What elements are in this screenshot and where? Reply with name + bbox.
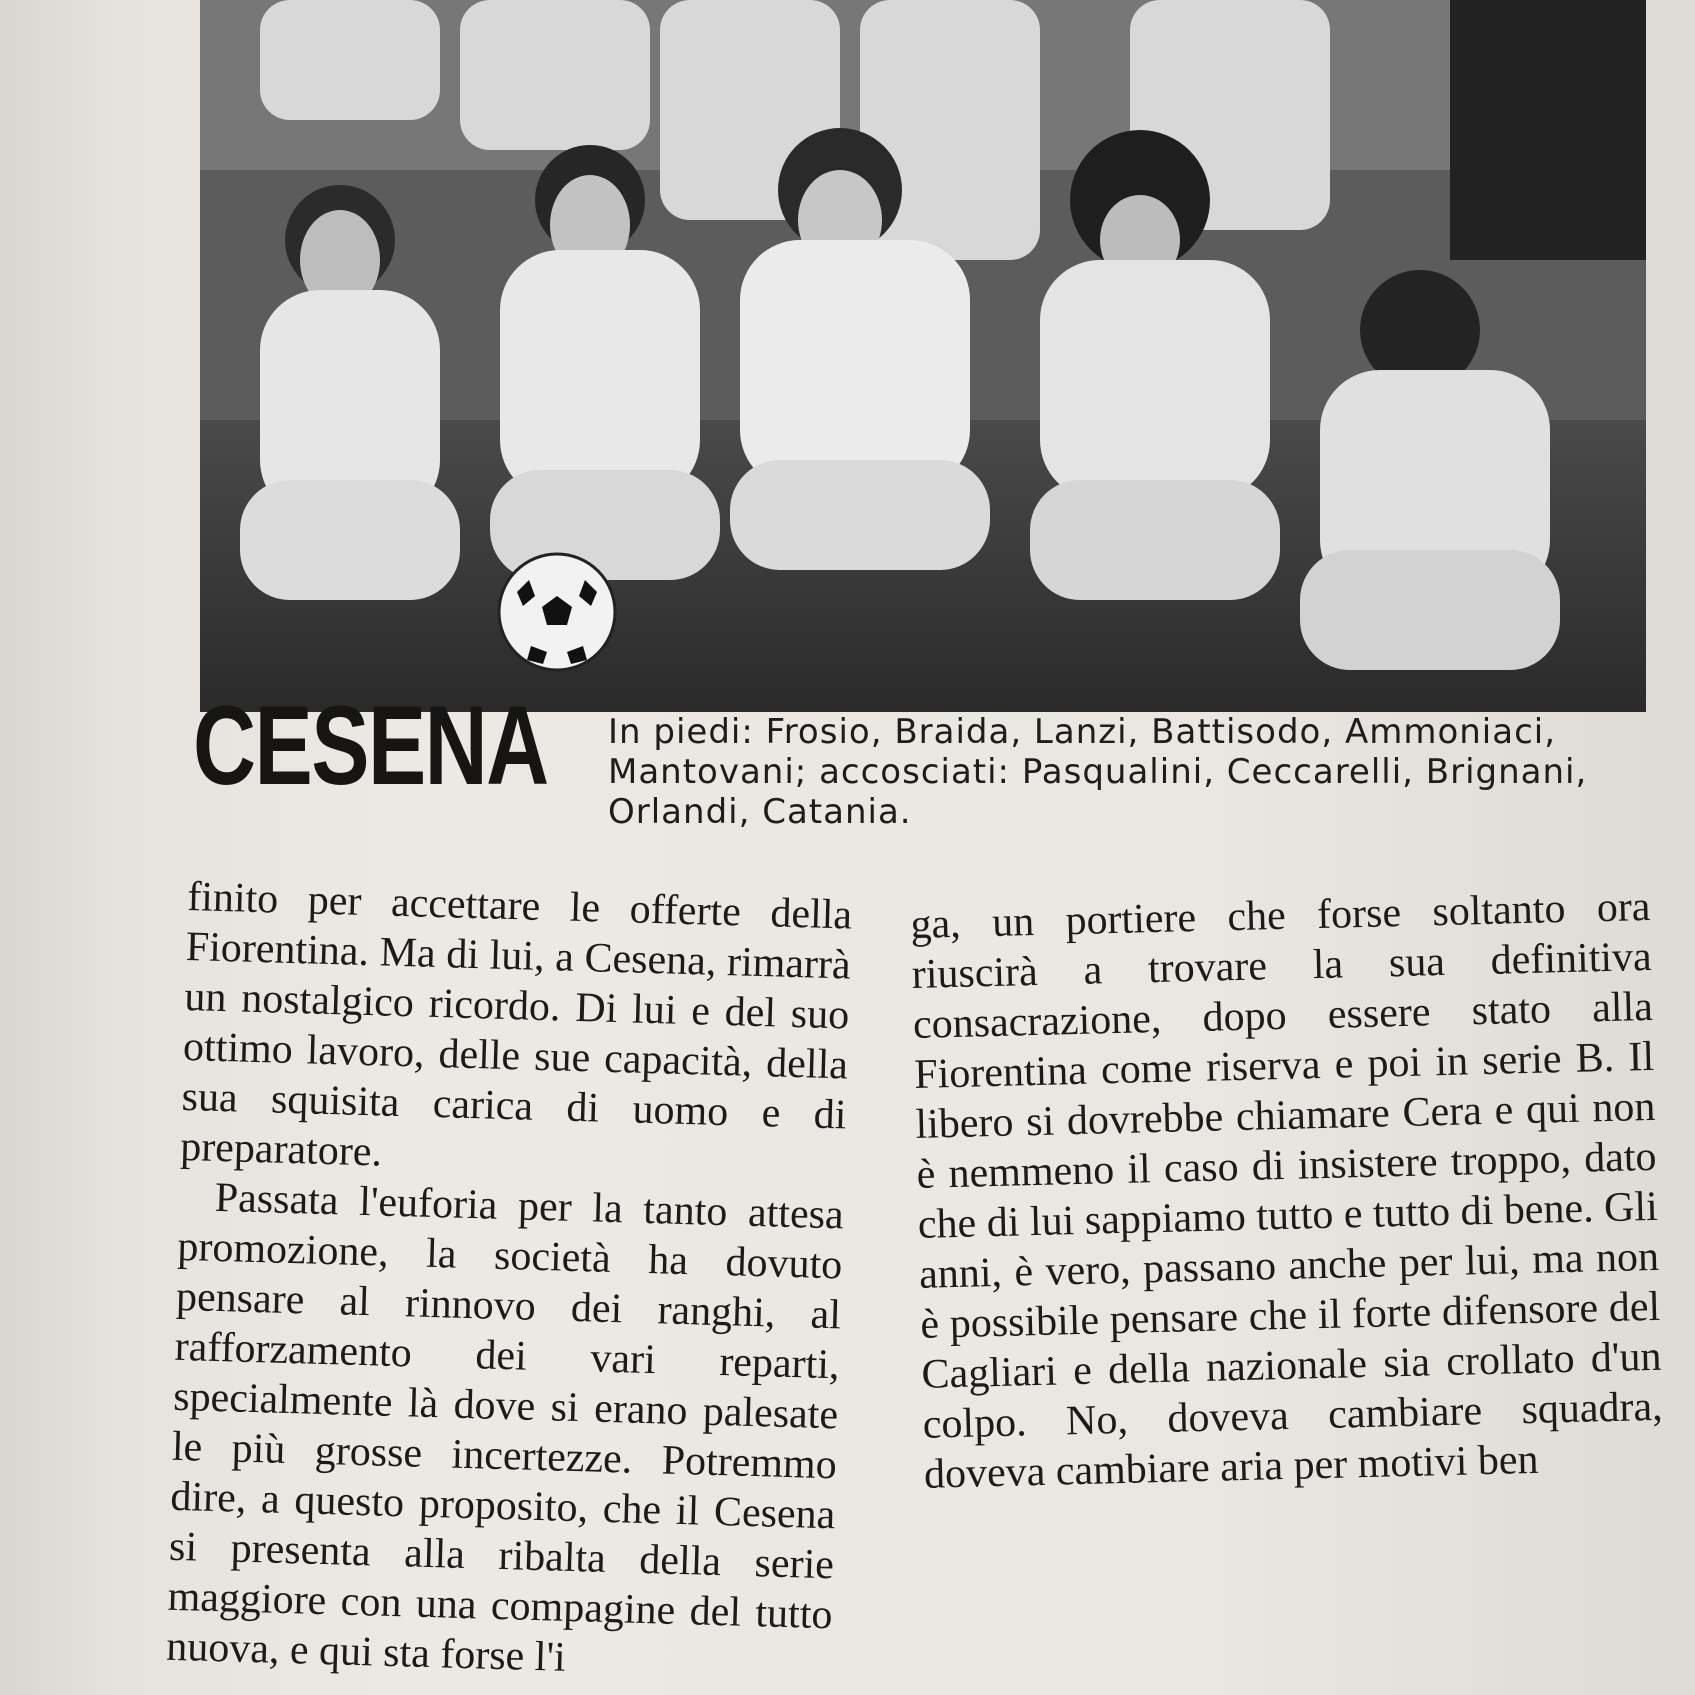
right-paragraph-1: ga, un portiere che forse soltanto ora riuscirà a trovare la sua definitiva consacrazione, dopo essere stato alla Fiorentina come riserva e poi in serie B. Il libero si dovrebbe chiamare Cera e qui non è nemmeno il caso di insistere troppo, dato che di lui sappiamo tutto e tutto di bene. Gli anni, è vero, passano anche per lui, ma non è possibile pensare che il forte difensore del Cagliari e della nazionale sia crollato d'un colpo. No, doveva cambiare squadra, doveva cambiare aria per motivi ben — [910, 883, 1664, 1498]
team-photo — [200, 0, 1646, 712]
right-column — [910, 882, 1664, 1500]
photo-caption: In piedi: Frosio, Braida, Lanzi, Battisodo, Ammoniaci, Mantovani; accosciati: Pasqualini, Ceccarelli, Brignani, Orlandi, Catania. — [608, 712, 1588, 832]
team-photo-illustration — [200, 0, 1646, 712]
left-paragraph-2: Passata l'euforia per la tanto attesa promozione, la società ha dovuto pensare al rinnovo dei ranghi, al rafforzamento dei vari reparti, specialmente là dove si erano palesate le più grosse incertezze. Potremmo dire, a questo proposito, che il Cesena si presenta alla ribalta della serie maggiore con una compagine del tutto nuova, e qui sta forse l'i — [165, 1174, 845, 1681]
left-column — [166, 872, 853, 1690]
team-title: CESENA — [193, 683, 548, 808]
left-paragraph-1: finito per accettare le offerte della Fiorentina. Ma di lui, a Cesena, rimarrà un nostalgico ricordo. Di lui e del suo ottimo lavoro, delle sue capacità, della sua squisita carica di uomo e di preparatore. — [179, 873, 853, 1176]
football-icon — [499, 554, 615, 670]
